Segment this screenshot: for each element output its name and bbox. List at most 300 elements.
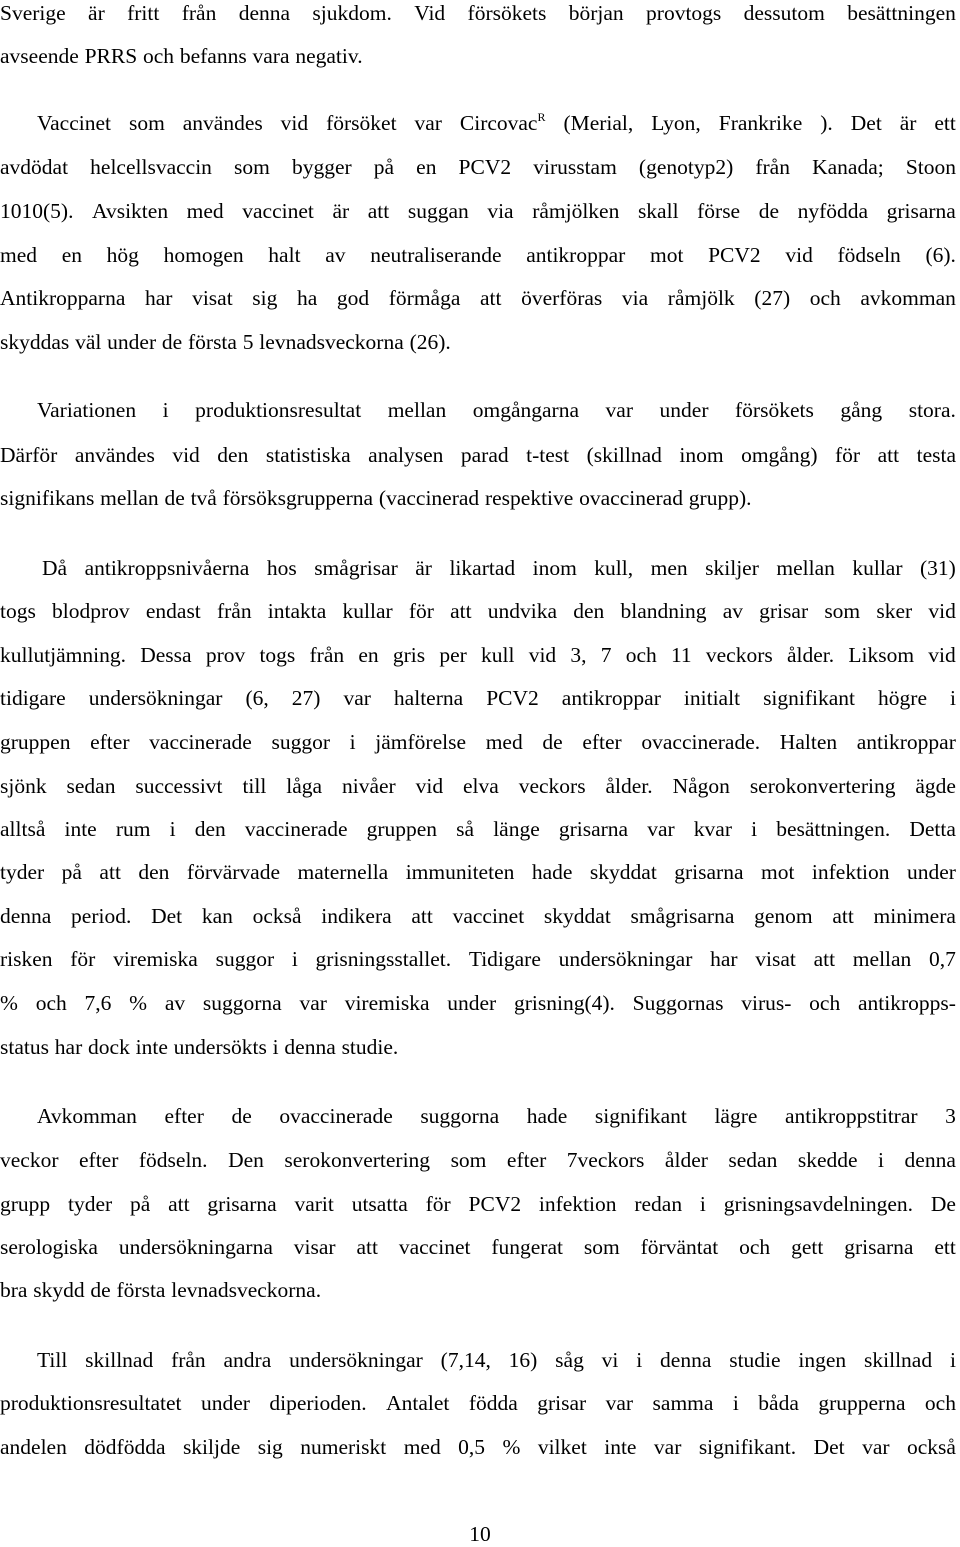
word: sig xyxy=(257,1435,283,1459)
word: denna xyxy=(660,1348,712,1372)
word: att xyxy=(877,443,900,467)
word: via xyxy=(487,199,514,223)
word: har xyxy=(145,286,173,310)
word: levnadsveckorna. xyxy=(171,1278,322,1302)
word: grupperna xyxy=(818,1391,906,1415)
word: kvar xyxy=(693,817,732,841)
word: Avsikten xyxy=(92,199,169,223)
word: efter xyxy=(582,730,622,754)
word: successivt xyxy=(135,774,223,798)
word: respektive xyxy=(484,486,574,510)
word: vilket xyxy=(537,1435,587,1459)
word: genom xyxy=(754,904,813,928)
word: dock xyxy=(88,1035,130,1059)
word: ålder. xyxy=(605,774,653,798)
word: sjukdom. xyxy=(312,1,392,25)
word: på xyxy=(129,1192,151,1216)
word: provtogs xyxy=(646,1,722,25)
word: 5 xyxy=(242,330,254,354)
word: vid xyxy=(928,599,956,623)
word: och xyxy=(625,643,657,667)
word: halterna xyxy=(393,686,464,710)
word: studie. xyxy=(341,1035,399,1059)
word: andelen xyxy=(0,1435,67,1459)
word: besättningen xyxy=(847,1,956,25)
text-line xyxy=(0,442,956,468)
word: Till xyxy=(37,1348,68,1372)
word: vid xyxy=(172,443,200,467)
word: var xyxy=(605,398,633,422)
word: testa xyxy=(916,443,956,467)
word: av xyxy=(722,599,743,623)
word: den xyxy=(194,817,226,841)
word: varit xyxy=(294,1192,334,1216)
word: ägde xyxy=(915,774,956,798)
word: kull, xyxy=(594,556,634,580)
word: 0,7 xyxy=(929,947,956,971)
word: vaccinet xyxy=(242,199,314,223)
word: % xyxy=(502,1435,521,1459)
word: Detta xyxy=(909,817,956,841)
word: 1010(5). xyxy=(0,199,74,223)
word: vara xyxy=(252,44,290,68)
word: (26). xyxy=(409,330,451,354)
word: Antalet xyxy=(386,1391,450,1415)
word: blandning xyxy=(620,599,707,623)
word: Suggornas xyxy=(632,991,724,1015)
word: redan xyxy=(634,1192,683,1216)
text-line xyxy=(0,285,956,311)
text-line xyxy=(0,198,956,224)
word: andra xyxy=(223,1348,272,1372)
text-line xyxy=(37,110,956,136)
word: grisningsstallet. xyxy=(315,947,452,971)
word: statistiska xyxy=(265,443,351,467)
word: skiljde xyxy=(182,1435,241,1459)
word: homogen xyxy=(163,243,244,267)
word: efter xyxy=(90,730,130,754)
word: sker xyxy=(876,599,913,623)
word: är xyxy=(415,556,432,580)
word: antikropps- xyxy=(857,991,956,1015)
word: att xyxy=(450,599,472,623)
word: denna xyxy=(284,1035,336,1059)
word: Antikropparna xyxy=(0,286,126,310)
word: intakta xyxy=(267,599,327,623)
word: födda xyxy=(468,1391,518,1415)
word: kullar xyxy=(852,556,903,580)
word: länge xyxy=(493,817,540,841)
word: låga xyxy=(286,774,323,798)
word: % xyxy=(0,991,18,1015)
word: användes xyxy=(182,111,263,135)
word: vid xyxy=(785,243,813,267)
word: skyddat xyxy=(589,860,657,884)
word: med xyxy=(485,730,523,754)
word: (6, xyxy=(245,686,269,710)
word: och xyxy=(143,44,175,68)
text-line xyxy=(0,859,956,885)
word: har xyxy=(54,1035,83,1059)
word: kullutjämning. xyxy=(0,643,127,667)
word: av xyxy=(325,243,346,267)
word: skyddat xyxy=(543,904,611,928)
word: till xyxy=(242,774,267,798)
word: infektion xyxy=(811,860,890,884)
word: vid xyxy=(928,643,956,667)
word: Halten xyxy=(779,730,838,754)
text-line xyxy=(0,1390,956,1416)
word: den xyxy=(138,860,170,884)
word: var xyxy=(299,991,327,1015)
word: skall xyxy=(637,199,679,223)
word: visat xyxy=(192,286,233,310)
word: 11 xyxy=(670,643,692,667)
word: de xyxy=(90,1278,111,1302)
word: ha xyxy=(296,286,318,310)
word: Det xyxy=(850,111,882,135)
text-line xyxy=(0,485,956,511)
text-line xyxy=(0,329,956,355)
word: att xyxy=(832,904,854,928)
word: antikroppar xyxy=(856,730,956,754)
word: Tidigare xyxy=(468,947,541,971)
word: ovaccinerade. xyxy=(641,730,761,754)
word: minimera xyxy=(873,904,956,928)
word: i xyxy=(699,1192,706,1216)
word: viremiska xyxy=(344,991,430,1015)
word: 7veckors xyxy=(566,1148,645,1172)
word: av xyxy=(164,991,186,1015)
word: att xyxy=(356,1235,378,1259)
word: från xyxy=(309,643,345,667)
word: PCV2 xyxy=(708,243,761,267)
text-line xyxy=(0,43,956,69)
word: grisningsavdelningen. xyxy=(723,1192,913,1216)
word: användes xyxy=(74,443,155,467)
word: ålder. xyxy=(786,643,835,667)
word: denna xyxy=(904,1148,956,1172)
word: produktionsresultat xyxy=(195,398,362,422)
word: bygger xyxy=(291,155,352,179)
word: som xyxy=(583,1235,620,1259)
word: den xyxy=(573,599,605,623)
word: (7,14, xyxy=(440,1348,491,1372)
word: kullar xyxy=(342,599,393,623)
word: mot xyxy=(649,243,684,267)
word: förmåga xyxy=(388,286,461,310)
word: men xyxy=(650,556,688,580)
word: Liksom xyxy=(848,643,915,667)
word: ovaccinerad xyxy=(579,486,683,510)
word: % xyxy=(129,991,148,1015)
word: skedde xyxy=(797,1148,858,1172)
word: kull xyxy=(481,643,515,667)
word: Avkomman xyxy=(37,1104,137,1128)
word: under xyxy=(107,330,157,354)
text-line xyxy=(37,397,956,423)
word: analysen xyxy=(368,443,444,467)
word: elva xyxy=(463,774,499,798)
word: infektion xyxy=(538,1192,617,1216)
word: en xyxy=(416,155,437,179)
word: grisarna xyxy=(886,199,956,223)
word: denna xyxy=(238,1,291,25)
word: PRRS xyxy=(84,44,138,68)
word: tyder xyxy=(67,1192,113,1216)
word: förse xyxy=(697,199,741,223)
word: initialt xyxy=(683,686,741,710)
word: vid xyxy=(528,643,557,667)
page-number: 10 xyxy=(469,1522,491,1546)
word: nyfödda xyxy=(797,199,869,223)
word: att xyxy=(480,286,502,310)
word: fritt xyxy=(127,1,160,25)
word: antikroppar xyxy=(561,686,661,710)
word: de xyxy=(231,1104,252,1128)
word: undvika xyxy=(487,599,558,623)
word: dessutom xyxy=(743,1,825,25)
word: via xyxy=(621,286,649,310)
word: skyddas xyxy=(0,330,70,354)
word: undersökningar xyxy=(558,947,693,971)
word: efter xyxy=(79,1148,119,1172)
word: 7,6 xyxy=(84,991,112,1015)
word: Vaccinet xyxy=(37,111,112,135)
word: ett xyxy=(934,1235,956,1259)
word: kan xyxy=(201,904,233,928)
word: förvärvade xyxy=(186,860,281,884)
word: försökets xyxy=(467,1,547,25)
word: för xyxy=(835,443,861,467)
word: ålder xyxy=(664,1148,708,1172)
word: undersökningarna xyxy=(118,1235,273,1259)
word: födseln. xyxy=(138,1148,208,1172)
word: (genotyp2) xyxy=(638,155,734,179)
word: för xyxy=(408,599,434,623)
word: visat xyxy=(755,947,796,971)
word: råmjölken xyxy=(532,199,620,223)
word: inte xyxy=(135,1035,168,1059)
word: Dessa xyxy=(140,643,192,667)
text-line xyxy=(0,642,956,668)
word: helcellsvaccin xyxy=(90,155,212,179)
text-line xyxy=(0,1191,956,1217)
word: grisar xyxy=(759,599,809,623)
word: veckor xyxy=(0,1148,59,1172)
word: grupp). xyxy=(688,486,752,510)
word: inte xyxy=(604,1435,637,1459)
text-line xyxy=(0,773,956,799)
word: gruppen xyxy=(366,817,438,841)
word: serologiska xyxy=(0,1235,98,1259)
word: från xyxy=(181,1,217,25)
word: hos xyxy=(266,556,297,580)
word: nivåer xyxy=(341,774,396,798)
word: att xyxy=(813,947,836,971)
word: 27) xyxy=(291,686,321,710)
word: suggor xyxy=(271,730,330,754)
word: Det xyxy=(151,904,183,928)
word: Stoon xyxy=(905,155,956,179)
word: att xyxy=(411,904,433,928)
word: i xyxy=(349,730,356,754)
word: denna xyxy=(0,904,52,928)
word: mellan xyxy=(776,556,835,580)
word: produktionsresultatet xyxy=(0,1391,182,1415)
word: som xyxy=(450,1148,487,1172)
word: blodprov xyxy=(52,599,130,623)
word: var xyxy=(647,817,675,841)
word: också xyxy=(906,1435,956,1459)
word: att xyxy=(168,1192,190,1216)
word: gång xyxy=(840,398,883,422)
word: hade xyxy=(531,860,573,884)
word: hög xyxy=(106,243,139,267)
word: mellan xyxy=(852,947,912,971)
word: indikera xyxy=(321,904,392,928)
word: i xyxy=(950,686,956,710)
word: de xyxy=(161,330,183,354)
word: antikroppar xyxy=(526,243,626,267)
word: början xyxy=(568,1,624,25)
word: försökets xyxy=(735,398,814,422)
word: suggorna xyxy=(202,991,282,1015)
word: undersökts xyxy=(173,1035,267,1059)
word: undersökningar xyxy=(289,1348,423,1372)
word: sjönk xyxy=(0,774,47,798)
word: överföras xyxy=(521,286,603,310)
word: sedan xyxy=(66,774,116,798)
word: i xyxy=(636,1348,643,1372)
word: också xyxy=(252,904,302,928)
word: som xyxy=(824,599,861,623)
word: 3 xyxy=(945,1104,956,1128)
word: alltså xyxy=(0,817,46,841)
word: avdödat xyxy=(0,155,69,179)
word: med xyxy=(186,199,224,223)
word: båda xyxy=(758,1391,799,1415)
word: mellan xyxy=(387,398,447,422)
word: undersökningar xyxy=(88,686,223,710)
word: väl xyxy=(75,330,102,354)
word: negativ. xyxy=(295,44,363,68)
word: visar xyxy=(293,1235,336,1259)
text-line xyxy=(42,555,956,581)
word: från xyxy=(171,1348,206,1372)
word: signifikant xyxy=(594,1104,687,1128)
word: suggan xyxy=(407,199,469,223)
word: vid xyxy=(415,774,444,798)
word: är xyxy=(332,199,350,223)
word: såg xyxy=(555,1348,584,1372)
word: jämförelse xyxy=(375,730,467,754)
word: försöket xyxy=(326,111,397,135)
word: var xyxy=(414,111,442,135)
word: Sverige xyxy=(0,1,66,25)
word: serokonvertering xyxy=(749,774,896,798)
word: t-test xyxy=(526,443,570,467)
text-line xyxy=(0,1147,956,1173)
word: grisning(4). xyxy=(513,991,615,1015)
word: en xyxy=(358,643,379,667)
word: gris xyxy=(392,643,426,667)
word: 3, xyxy=(570,643,587,667)
word: utsatta xyxy=(351,1192,408,1216)
word: ingen xyxy=(798,1348,847,1372)
word: neutraliserande xyxy=(370,243,502,267)
word: status xyxy=(0,1035,49,1059)
word: Då xyxy=(42,556,68,580)
word: tyder xyxy=(0,860,45,884)
word: Någon xyxy=(672,774,730,798)
word: ett xyxy=(934,111,956,135)
word: veckors xyxy=(518,774,586,798)
word: och xyxy=(739,1235,771,1259)
word: inom xyxy=(679,443,724,467)
word: smågrisarna xyxy=(630,904,735,928)
word: efter xyxy=(164,1104,204,1128)
word: signifikant. xyxy=(698,1435,797,1459)
word: ovaccinerade xyxy=(279,1104,393,1128)
word: i xyxy=(169,817,176,841)
word: besättningen. xyxy=(776,817,891,841)
word: är xyxy=(88,1,105,25)
word: inte xyxy=(64,817,97,841)
word: var xyxy=(605,1391,634,1415)
word: så xyxy=(456,817,475,841)
word: viremiska xyxy=(113,947,198,971)
word: risken xyxy=(0,947,53,971)
word: var xyxy=(862,1435,890,1459)
word: togs xyxy=(0,599,36,623)
word: smågrisar xyxy=(314,556,398,580)
word: med xyxy=(0,243,38,267)
word: sig xyxy=(252,286,278,310)
word: skydd xyxy=(33,1278,85,1302)
word: försöksgrupperna xyxy=(222,486,374,510)
word: ). xyxy=(820,111,833,135)
word: Variationen xyxy=(37,398,137,422)
text-line xyxy=(0,154,956,180)
word: signifikans xyxy=(0,486,95,510)
word: och xyxy=(809,991,841,1015)
text-line xyxy=(37,1347,956,1373)
word: prov xyxy=(205,643,246,667)
word: skiljer xyxy=(705,556,759,580)
word: Frankrike xyxy=(718,111,803,135)
word: vaccinet xyxy=(398,1235,471,1259)
text-line xyxy=(0,0,956,26)
word: Lyon, xyxy=(651,111,701,135)
text-line xyxy=(37,1103,956,1129)
word: i xyxy=(878,1148,885,1172)
word: en xyxy=(61,243,82,267)
word: levnadsveckorna xyxy=(259,330,404,354)
word: period. xyxy=(71,904,132,928)
word: signifikant xyxy=(763,686,856,710)
word: på xyxy=(61,860,82,884)
word: suggorna xyxy=(420,1104,500,1128)
word: per xyxy=(439,643,467,667)
word: studie xyxy=(729,1348,781,1372)
word: bra xyxy=(0,1278,28,1302)
word: från xyxy=(216,599,252,623)
word: tidigare xyxy=(0,686,66,710)
word: serokonvertering xyxy=(284,1148,431,1172)
word: numeriskt xyxy=(300,1435,387,1459)
word: endast xyxy=(145,599,201,623)
